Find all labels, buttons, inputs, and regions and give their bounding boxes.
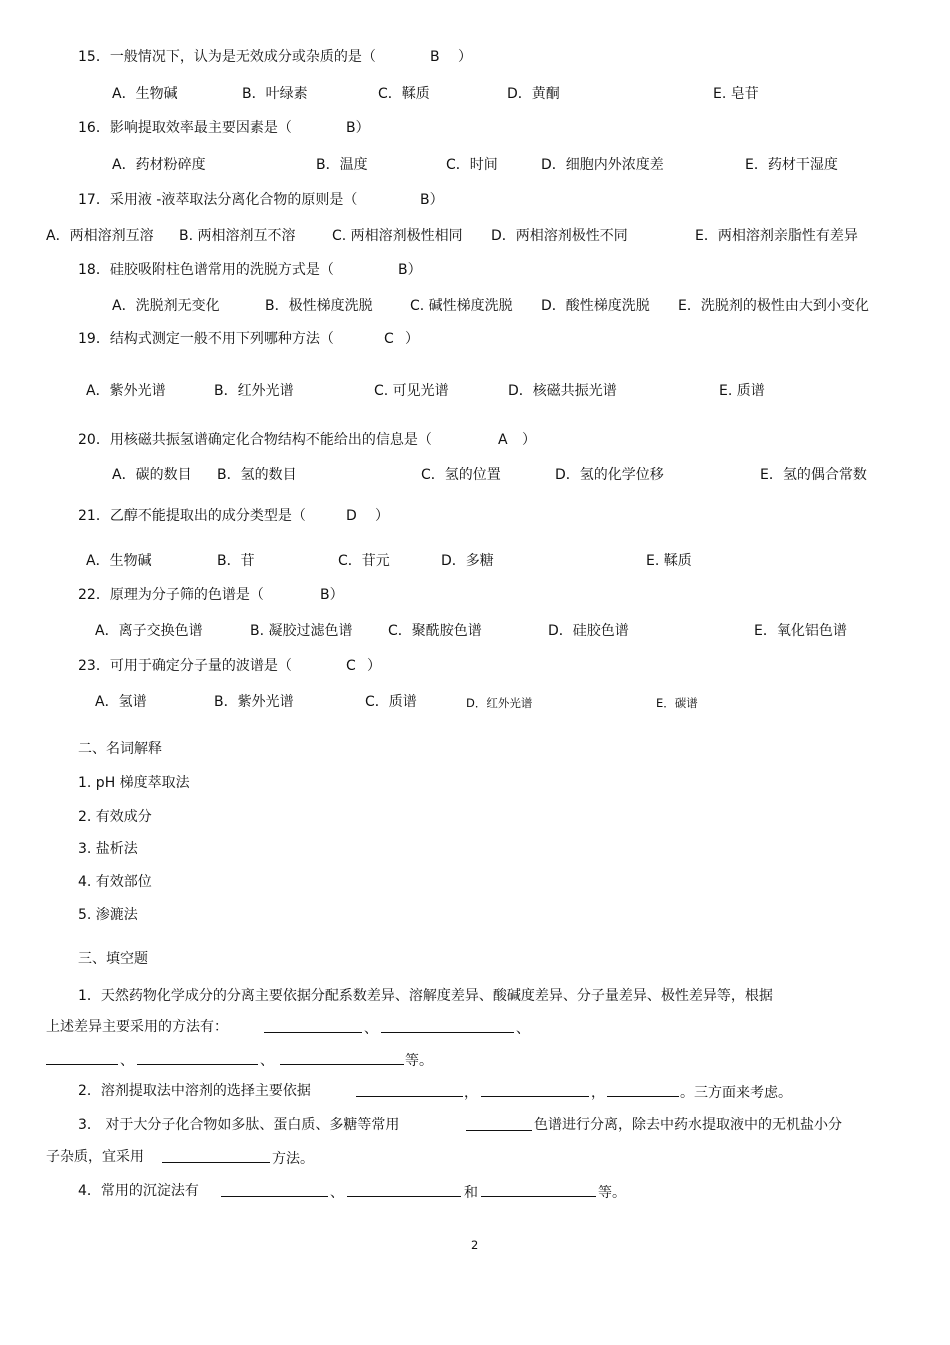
fill2-text: 2．溶剂提取法中溶剂的选择主要依据 (78, 1083, 311, 1099)
fill2-end: 。三方面来考虑。 (680, 1085, 792, 1101)
q22-option: C．聚酰胺色谱 (388, 623, 482, 639)
q22-option: D．硅胶色谱 (548, 623, 629, 639)
fill-blank[interactable] (264, 1018, 362, 1033)
q19-stem: 19．结构式测定一般不用下列哪种方法（ (78, 331, 334, 347)
q22-answer: B） (320, 587, 344, 603)
q21-option: D．多糖 (441, 553, 494, 569)
q19-close: ） (405, 331, 419, 347)
q21-option: E. 鞣质 (646, 553, 692, 569)
q21-option: C．苷元 (338, 553, 390, 569)
q22-option: E．氧化铝色谱 (754, 623, 847, 639)
fill-blank[interactable] (280, 1050, 404, 1065)
q21-answer: D (346, 508, 357, 524)
q17-option: B. 两相溶剂互不溶 (179, 228, 296, 244)
q17-option: C. 两相溶剂极性相同 (332, 228, 463, 244)
q22-option: A．离子交换色谱 (95, 623, 203, 639)
separator: 、 (120, 1053, 134, 1069)
q16-stem: 16．影响提取效率最主要因素是（ (78, 120, 292, 136)
separator: 、 (516, 1021, 530, 1037)
q23-option: C．质谱 (365, 694, 417, 710)
q15-option: E. 皂苷 (713, 86, 759, 102)
q16-option: B．温度 (316, 157, 368, 173)
fill4-end: 等。 (598, 1185, 626, 1201)
q23-option: E．碳谱 (656, 696, 698, 710)
q19-option: B．红外光谱 (214, 383, 294, 399)
fill-blank[interactable] (162, 1148, 270, 1163)
definition-item: 4. 有效部位 (78, 874, 152, 890)
q16-option: C．时间 (446, 157, 498, 173)
section-title-fill-blank: 三、填空题 (78, 951, 148, 967)
q17-answer: B） (420, 192, 444, 208)
separator: ， (591, 1085, 605, 1101)
q19-option: A．紫外光谱 (86, 383, 166, 399)
separator: 、 (364, 1021, 378, 1037)
definition-item: 3. 盐析法 (78, 841, 138, 857)
q20-option: C．氢的位置 (421, 467, 501, 483)
q17-option: A．两相溶剂互溶 (46, 228, 154, 244)
fill-blank[interactable] (356, 1082, 463, 1097)
q18-option: D．酸性梯度洗脱 (541, 298, 650, 314)
separator: ， (464, 1085, 478, 1101)
q20-option: B．氢的数目 (217, 467, 297, 483)
definition-item: 5. 渗漉法 (78, 907, 138, 923)
fill4-text: 4．常用的沉淀法有 (78, 1183, 199, 1199)
q20-option: D．氢的化学位移 (555, 467, 664, 483)
fill-blank[interactable] (347, 1182, 461, 1197)
q23-option: A．氢谱 (95, 694, 147, 710)
page-number: 2 (471, 1238, 479, 1252)
q19-option: E. 质谱 (719, 383, 765, 399)
q23-stem: 23．可用于确定分子量的波谱是（ (78, 658, 292, 674)
separator: 、 (260, 1053, 274, 1069)
q19-option: C. 可见光谱 (374, 383, 449, 399)
fill-blank[interactable] (221, 1182, 328, 1197)
q15-option: B．叶绿素 (242, 86, 308, 102)
fill4-and: 和 (464, 1185, 478, 1201)
q23-answer: C (346, 658, 356, 674)
q23-option: D．红外光谱 (466, 696, 533, 710)
q16-option: E．药材干湿度 (745, 157, 838, 173)
q22-option: B. 凝胶过滤色谱 (250, 623, 353, 639)
q17-option: D．两相溶剂极性不同 (491, 228, 628, 244)
q20-option: A．碳的数目 (112, 467, 192, 483)
q18-option: C. 碱性梯度洗脱 (410, 298, 513, 314)
q16-option: D．细胞内外浓度差 (541, 157, 664, 173)
q18-option: E．洗脱剂的极性由大到小变化 (678, 298, 869, 314)
separator: 、 (330, 1185, 344, 1201)
q23-option: B．紫外光谱 (214, 694, 294, 710)
fill-blank[interactable] (381, 1018, 514, 1033)
q15-option: C．鞣质 (378, 86, 430, 102)
fill3-text: 3． 对于大分子化合物如多肽、蛋白质、多糖等常用 (78, 1117, 400, 1133)
q18-option: A．洗脱剂无变化 (112, 298, 220, 314)
fill3-end: 方法。 (272, 1151, 314, 1167)
q16-option: A．药材粉碎度 (112, 157, 206, 173)
fill1-line1: 1．天然药物化学成分的分离主要依据分配系数差异、溶解度差异、酸碱度差异、分子量差异、极性差异等，根据 (78, 988, 773, 1004)
section-title-definitions: 二、名词解释 (78, 741, 162, 757)
q17-stem: 17．采用液 -液萃取法分离化合物的原则是（ (78, 192, 358, 208)
q17-option: E．两相溶剂亲脂性有差异 (695, 228, 858, 244)
q15-option: D．黄酮 (507, 86, 560, 102)
q20-answer: A (498, 432, 508, 448)
fill-blank[interactable] (137, 1050, 258, 1065)
q15-answer: B (430, 49, 440, 65)
q18-stem: 18．硅胶吸附柱色谱常用的洗脱方式是（ (78, 262, 334, 278)
fill3-line2: 子杂质，宜采用 (46, 1149, 144, 1165)
q21-close: ） (375, 508, 389, 524)
q22-stem: 22．原理为分子筛的色谱是（ (78, 587, 264, 603)
fill-blank[interactable] (46, 1050, 118, 1065)
fill-blank[interactable] (466, 1116, 532, 1131)
q21-option: A．生物碱 (86, 553, 152, 569)
q20-stem: 20．用核磁共振氢谱确定化合物结构不能给出的信息是（ (78, 432, 432, 448)
fill-blank[interactable] (481, 1082, 589, 1097)
fill-blank[interactable] (481, 1182, 596, 1197)
fill-blank[interactable] (607, 1082, 679, 1097)
fill3-text-cont: 色谱进行分离，除去中药水提取液中的无机盐小分 (534, 1117, 842, 1133)
q21-option: B．苷 (217, 553, 255, 569)
q20-close: ） (522, 432, 536, 448)
q15-close: ） (458, 49, 472, 65)
q23-close: ） (367, 658, 381, 674)
q18-option: B．极性梯度洗脱 (265, 298, 373, 314)
q18-answer: B） (398, 262, 422, 278)
q20-option: E．氢的偶合常数 (760, 467, 867, 483)
q21-stem: 21．乙醇不能提取出的成分类型是（ (78, 508, 306, 524)
definition-item: 2. 有效成分 (78, 809, 152, 825)
q19-answer: C (384, 331, 394, 347)
q16-answer: B） (346, 120, 370, 136)
fill1-line2: 上述差异主要采用的方法有： (46, 1019, 228, 1035)
fill1-end: 等。 (405, 1053, 433, 1069)
definition-item: 1. pH 梯度萃取法 (78, 775, 190, 791)
q15-option: A．生物碱 (112, 86, 178, 102)
q15-stem: 15．一般情况下，认为是无效成分或杂质的是（ (78, 49, 376, 65)
q19-option: D．核磁共振光谱 (508, 383, 617, 399)
